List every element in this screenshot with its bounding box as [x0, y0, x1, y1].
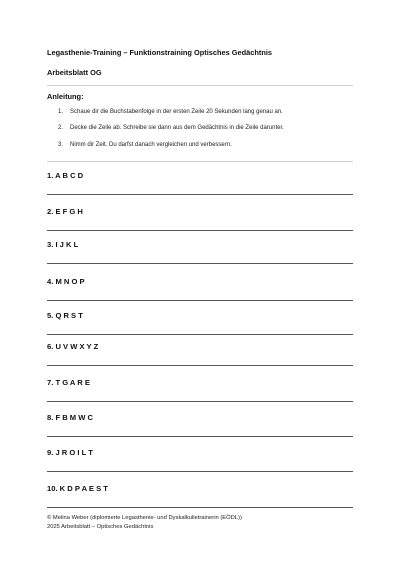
instruction-number: 1. [58, 109, 64, 115]
instruction-item-1 [58, 109, 283, 115]
answer-line[interactable] [47, 507, 353, 508]
instruction-number: 2. [58, 125, 64, 131]
letter-sequence: 9. J R O I L T [47, 448, 93, 457]
answer-line[interactable] [47, 300, 353, 301]
worksheet-page [47, 0, 353, 566]
letter-sequence: 4. M N O P [47, 277, 85, 286]
instruction-text: Decke die Zeile ab. Schreibe sie dann aus dem Gedächtnis in die Zeile darunter. [70, 125, 284, 131]
letter-sequence: 6. U V W X Y Z [47, 342, 99, 351]
header-divider [47, 85, 353, 86]
letter-sequence: 5. Q R S T [47, 311, 83, 320]
letter-sequence: 8. F B M W C [47, 413, 93, 422]
worksheet-title: Legasthenie-Training – Funktionstraining Optisches Gedächtnis [47, 48, 273, 57]
instruction-text: Schaue dir die Buchstabenfolge in der ersten Zeile 20 Sekunden lang genau an. [70, 109, 283, 115]
answer-line[interactable] [47, 365, 353, 366]
answer-line[interactable] [47, 401, 353, 402]
letter-sequence: 7. T G A R E [47, 378, 90, 387]
instructions-heading: Anleitung: [47, 92, 84, 101]
letter-sequence: 3. I J K L [47, 240, 79, 249]
answer-line[interactable] [47, 436, 353, 437]
instruction-item-3 [58, 142, 232, 148]
instruction-text: Nimm dir Zeit. Du darfst danach vergleichen und verbessern. [70, 142, 232, 148]
instruction-number: 3. [58, 142, 64, 148]
instructions-divider [47, 161, 353, 162]
letter-sequence: 2. E F G H [47, 207, 83, 216]
answer-line[interactable] [47, 263, 353, 264]
answer-line[interactable] [47, 194, 353, 195]
letter-sequence: 1. A B C D [47, 171, 84, 180]
footer-copyright: © Melina Weber (diplomierte Legasthenie- und Dyskalkulietrainerin (EÖDL)) [47, 515, 242, 521]
answer-line[interactable] [47, 334, 353, 335]
answer-line[interactable] [47, 471, 353, 472]
letter-sequence: 10. K D P A E S T [47, 484, 108, 493]
answer-line[interactable] [47, 230, 353, 231]
worksheet-subtitle: Arbeitsblatt OG [47, 68, 102, 77]
footer-worksheet-info: 2025 Arbeitsblatt – Optisches Gedächtnis [47, 524, 154, 530]
instruction-item-2 [58, 125, 284, 131]
